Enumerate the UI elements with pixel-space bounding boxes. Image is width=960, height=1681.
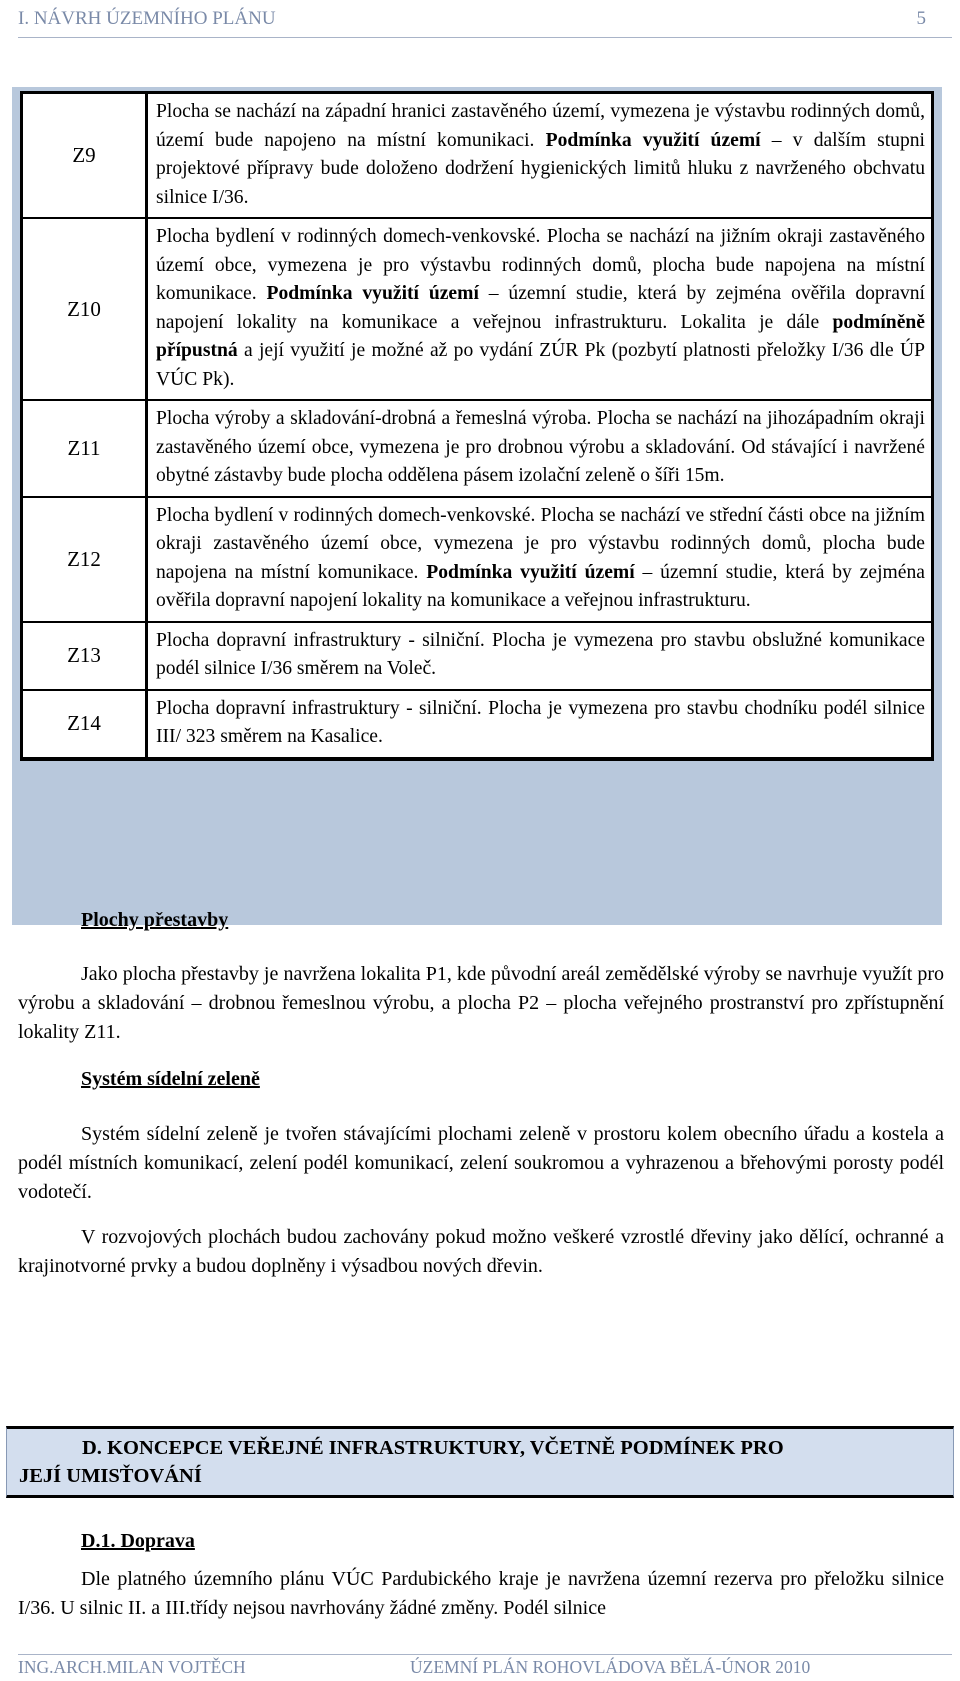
page-footer xyxy=(18,1657,952,1681)
zone-description-bold: Podmínka využití území xyxy=(266,283,479,304)
page-number: 5 xyxy=(916,8,926,29)
header-divider xyxy=(18,37,952,38)
paragraph-zelen-2: V rozvojových plochách budou zachovány pokud možno veškeré vzrostlé dřeviny jako dělící, ochranné a krajinotvorné prvky a budou doplněny i výsadbou nových dřevin. xyxy=(18,1226,944,1277)
zones-table-body xyxy=(22,93,933,759)
zone-description-text: Plocha bydlení v rodinných domech-venkovské. Plocha se nachází ve střední části obce na jižním okraji zastavěného území obce, vymezena je pro výstavbu rodinných domů, plocha bude napojena na místní komunikace. xyxy=(156,504,925,583)
footer-divider xyxy=(18,1654,952,1655)
zone-code: Z13 xyxy=(22,622,147,690)
zone-description-text: a její využití je možné až po vydání ZÚR Pk (pozbytí platnosti přeložky I/36 dle ÚP VÚC Pk). xyxy=(156,340,925,390)
chapter-heading-line-2: JEJÍ UMISŤOVÁNÍ xyxy=(19,1465,202,1487)
paragraph-prestavby: Jako plocha přestavby je navržena lokalita P1, kde původní areál zemědělské výroby se navrhuje využít pro výrobu a skladování – drobnou řemeslnou výrobu, a plocha P2 – plocha veřejného prostranství pro zpřístupnění lokality Z11. xyxy=(18,963,944,1043)
zone-description-text: Plocha bydlení v rodinných domech-venkovské. Plocha se nachází na jižním okraji zastavěného území obce, vymezena je pro výstavbu rodinných domů, plocha bude napojena na místní komunikace. xyxy=(156,226,925,304)
zone-description-text: Plocha se nachází na západní hranici zastavěného území, vymezena je výstavbu rodinných domů, území bude napojeno na místní komunikaci. xyxy=(156,101,925,151)
chapter-heading-line-1: D. KONCEPCE VEŘEJNÉ INFRASTRUKTURY, VČETNĚ PODMÍNEK PRO xyxy=(82,1437,784,1459)
zone-description xyxy=(147,497,933,622)
zone-row-z12 xyxy=(22,497,933,622)
zones-table xyxy=(20,91,934,761)
zone-description xyxy=(147,690,933,759)
footer-author: ING.ARCH.MILAN VOJTĚCH xyxy=(18,1657,246,1677)
section-title-prestavby: Plochy přestavby xyxy=(81,909,229,931)
zone-code: Z9 xyxy=(22,93,147,219)
zone-description-text: Plocha dopravní infrastruktury - silniční. Plocha je vymezena pro stavbu obslužné komunikace podél silnice I/36 směrem na Voleč. xyxy=(156,629,925,679)
zone-description-bold: podmíněně přípustná xyxy=(156,311,925,361)
chapter-heading-d xyxy=(6,1426,954,1498)
zone-description-text: – v dalším stupni projektové přípravy bude doloženo dodržení hygienických limitů hluku z navrženého obchvatu silnice I/36. xyxy=(156,129,925,208)
paragraph-doprava: Dle platného územního plánu VÚC Pardubického kraje je navržena územní rezerva pro přeložku silnice I/36. U silnic II. a III.třídy nejsou navrhovány žádné změny. Podél silnice xyxy=(18,1568,944,1619)
zone-description-bold: Podmínka využití území xyxy=(545,129,761,151)
zone-code: Z11 xyxy=(22,400,147,497)
zone-description-text: Plocha dopravní infrastruktury - silniční. Plocha je vymezena pro stavbu chodníku podél silnice III/ 323 směrem na Kasalice. xyxy=(156,697,925,747)
zone-row-z14 xyxy=(22,690,933,759)
zone-description xyxy=(147,93,933,219)
zone-description-text: Plocha výroby a skladování-drobná a řemeslná výroba. Plocha se nachází na jihozápadním okraji zastavěného území obce, vymezena je pro drobnou výrobu a skladování. Od stávající i navržené obytné zástavby bude plocha oddělena pásem izolační zeleně o šíři 15m. xyxy=(156,408,925,486)
zone-code: Z10 xyxy=(22,218,147,400)
zone-code: Z12 xyxy=(22,497,147,622)
zone-description xyxy=(147,218,933,400)
zone-description-text: – územní studie, která by zejména ověřila dopravní napojení lokality na komunikace a veřejnou infrastrukturu. xyxy=(156,561,925,611)
page-header xyxy=(18,8,926,34)
zone-row-z9 xyxy=(22,93,933,219)
zone-row-z13 xyxy=(22,622,933,690)
zone-code: Z14 xyxy=(22,690,147,759)
zone-description-text: – územní studie, která by zejména ověřila dopravní napojení lokality na komunikace a veřejnou infrastrukturu. Lokalita je dále xyxy=(156,283,925,333)
footer-project: ÚZEMNÍ PLÁN ROHOVLÁDOVA BĚLÁ-ÚNOR 2010 xyxy=(410,1657,811,1677)
zone-row-z10 xyxy=(22,218,933,400)
section-title-zelen: Systém sídelní zeleně xyxy=(81,1068,260,1090)
section-title-doprava: D.1. Doprava xyxy=(81,1530,195,1552)
zone-description-bold: Podmínka využití území xyxy=(426,561,635,583)
document-title: I. NÁVRH ÚZEMNÍHO PLÁNU xyxy=(18,8,276,29)
zone-description xyxy=(147,622,933,690)
zones-table-frame xyxy=(12,87,942,925)
zone-description xyxy=(147,400,933,497)
paragraph-zelen-1: Systém sídelní zeleně je tvořen stávajícími plochami zeleně v prostoru kolem obecního úřadu a kostela a podél místních komunikací, zelení podél komunikací, zelení soukromou a vyhrazenou a břehovými porosty podél vodotečí. xyxy=(18,1123,944,1203)
zone-row-z11 xyxy=(22,400,933,497)
